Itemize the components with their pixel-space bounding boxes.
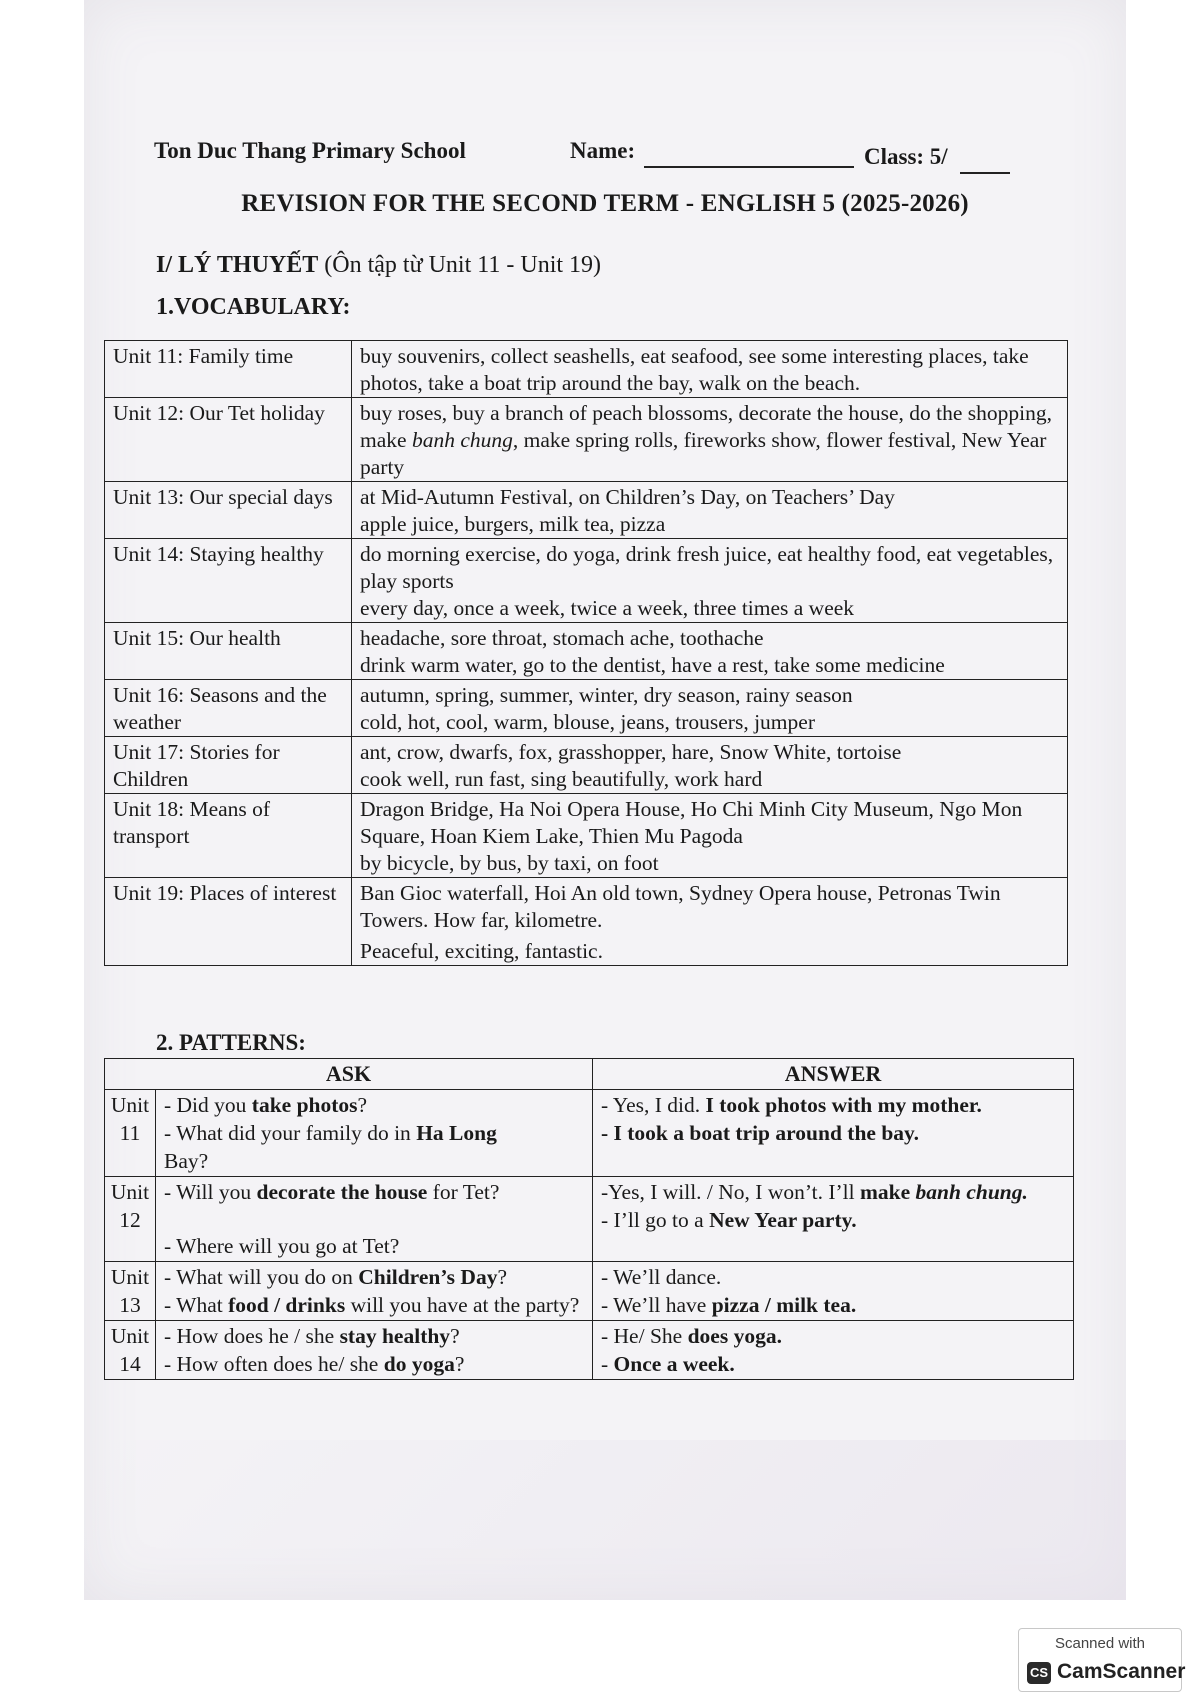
watermark-brand: CamScanner: [1057, 1660, 1186, 1683]
class-blank: [960, 172, 1010, 174]
ask-header: ASK: [105, 1059, 593, 1090]
words-line: autumn, spring, summer, winter, dry season, rainy season: [360, 683, 853, 707]
words-line: do morning exercise, do yoga, drink fresh juice, eat healthy food, eat vegetables, play sports: [360, 542, 1054, 593]
words-line: buy roses, buy a branch of peach blossoms, decorate the house, do the shopping, make banh chung, make spring rolls, fireworks show, flower festival, New Year party: [360, 401, 1053, 479]
words-line: headache, sore throat, stomach ache, toothache: [360, 626, 764, 650]
table-row: [105, 341, 1068, 398]
theory-title: I/ LÝ THUYẾT: [156, 252, 319, 278]
table-header-row: [105, 1059, 1074, 1090]
watermark-caption: Scanned with: [1054, 1635, 1146, 1652]
words-line: apple juice, burgers, milk tea, pizza: [360, 512, 666, 536]
table-row: [105, 1090, 1074, 1177]
words-cell: [352, 737, 1068, 794]
table-row: [105, 482, 1068, 539]
school-name: Ton Duc Thang Primary School: [154, 138, 466, 163]
words-line: every day, once a week, twice a week, three times a week: [360, 596, 855, 620]
name-label: Name:: [570, 138, 636, 163]
answer-cell: - Yes, I did. I took photos with my mother. - I took a boat trip around the bay.: [593, 1090, 1074, 1177]
unit-cell: Unit 12: Our Tet holiday: [105, 398, 352, 482]
words-line: drink warm water, go to the dentist, have a rest, take some medicine: [360, 653, 945, 677]
table-row: [105, 1262, 1074, 1321]
camscanner-watermark: [1018, 1628, 1186, 1692]
words-cell: [352, 794, 1068, 878]
unit-cell: Unit 16: Seasons and the weather: [105, 680, 352, 737]
words-cell: [352, 341, 1068, 398]
table-row: [105, 1177, 1074, 1262]
theory-heading: [156, 252, 601, 279]
answer-cell: - We’ll dance. - We’ll have pizza / milk tea.: [593, 1262, 1074, 1321]
unit-cell: Unit 12: [105, 1177, 156, 1262]
words-cell: [352, 878, 1068, 966]
unit-cell: Unit 17: Stories for Children: [105, 737, 352, 794]
unit-cell: Unit 19: Places of interest: [105, 878, 352, 966]
unit-cell: Unit 18: Means of transport: [105, 794, 352, 878]
answer-cell: - He/ She does yoga. - Once a week.: [593, 1321, 1074, 1380]
scanned-page: [84, 0, 1126, 1600]
unit-cell: Unit 13: Our special days: [105, 482, 352, 539]
unit-cell: Unit 11: Family time: [105, 341, 352, 398]
class-label: Class: 5/: [864, 144, 948, 169]
name-blank: [644, 166, 854, 168]
table-row: [105, 1321, 1074, 1380]
words-line: cook well, run fast, sing beautifully, work hard: [360, 767, 763, 791]
words-line: cold, hot, cool, warm, blouse, jeans, trousers, jumper: [360, 710, 815, 734]
unit-cell: Unit 11: [105, 1090, 156, 1177]
header: [154, 138, 1054, 172]
words-cell: [352, 482, 1068, 539]
words-cell: [352, 398, 1068, 482]
vocabulary-table: [104, 340, 1068, 966]
words-line: buy souvenirs, collect seashells, eat seafood, see some interesting places, take photos, take a boat trip around the bay, walk on the beach.: [360, 344, 1029, 395]
theory-subtitle: (Ôn tập từ Unit 11 - Unit 19): [324, 252, 602, 278]
patterns-heading: 2. PATTERNS:: [156, 1030, 306, 1055]
words-line: Peaceful, exciting, fantastic.: [360, 939, 603, 963]
ask-cell: - How does he / she stay healthy? - How often does he/ she do yoga?: [156, 1321, 593, 1380]
ask-cell: - Will you decorate the house for Tet? - Where will you go at Tet?: [156, 1177, 593, 1262]
table-row: [105, 398, 1068, 482]
patterns-table: [104, 1058, 1074, 1380]
answer-header: ANSWER: [593, 1059, 1074, 1090]
unit-cell: Unit 15: Our health: [105, 623, 352, 680]
words-cell: [352, 623, 1068, 680]
words-cell: [352, 539, 1068, 623]
table-row: [105, 680, 1068, 737]
words-cell: [352, 680, 1068, 737]
unit-cell: Unit 14: [105, 1321, 156, 1380]
ask-cell: - Did you take photos? - What did your family do in Ha Long Bay?: [156, 1090, 593, 1177]
answer-cell: -Yes, I will. / No, I won’t. I’ll make banh chung. - I’ll go to a New Year party.: [593, 1177, 1074, 1262]
table-row: [105, 878, 1068, 966]
vocabulary-heading: 1.VOCABULARY:: [156, 294, 351, 320]
ask-cell: - What will you do on Children’s Day? - What food / drinks will you have at the party?: [156, 1262, 593, 1321]
table-row: [105, 737, 1068, 794]
table-row: [105, 539, 1068, 623]
words-line: Dragon Bridge, Ha Noi Opera House, Ho Chi Minh City Museum, Ngo Mon Square, Hoan Kiem Lake, Thien Mu Pagoda: [360, 797, 1023, 848]
unit-cell: Unit 14: Staying healthy: [105, 539, 352, 623]
words-line: at Mid-Autumn Festival, on Children’s Day, on Teachers’ Day: [360, 485, 895, 509]
words-line: by bicycle, by bus, by taxi, on foot: [360, 851, 659, 875]
words-line: Ban Gioc waterfall, Hoi An old town, Sydney Opera house, Petronas Twin Towers. How far, kilometre.: [360, 881, 1001, 932]
table-row: [105, 794, 1068, 878]
camscanner-logo-icon: CS: [1027, 1662, 1051, 1684]
table-row: [105, 623, 1068, 680]
page-title: REVISION FOR THE SECOND TERM - ENGLISH 5 (2025-2026): [241, 190, 969, 217]
unit-cell: Unit 13: [105, 1262, 156, 1321]
words-line: ant, crow, dwarfs, fox, grasshopper, hare, Snow White, tortoise: [360, 740, 902, 764]
